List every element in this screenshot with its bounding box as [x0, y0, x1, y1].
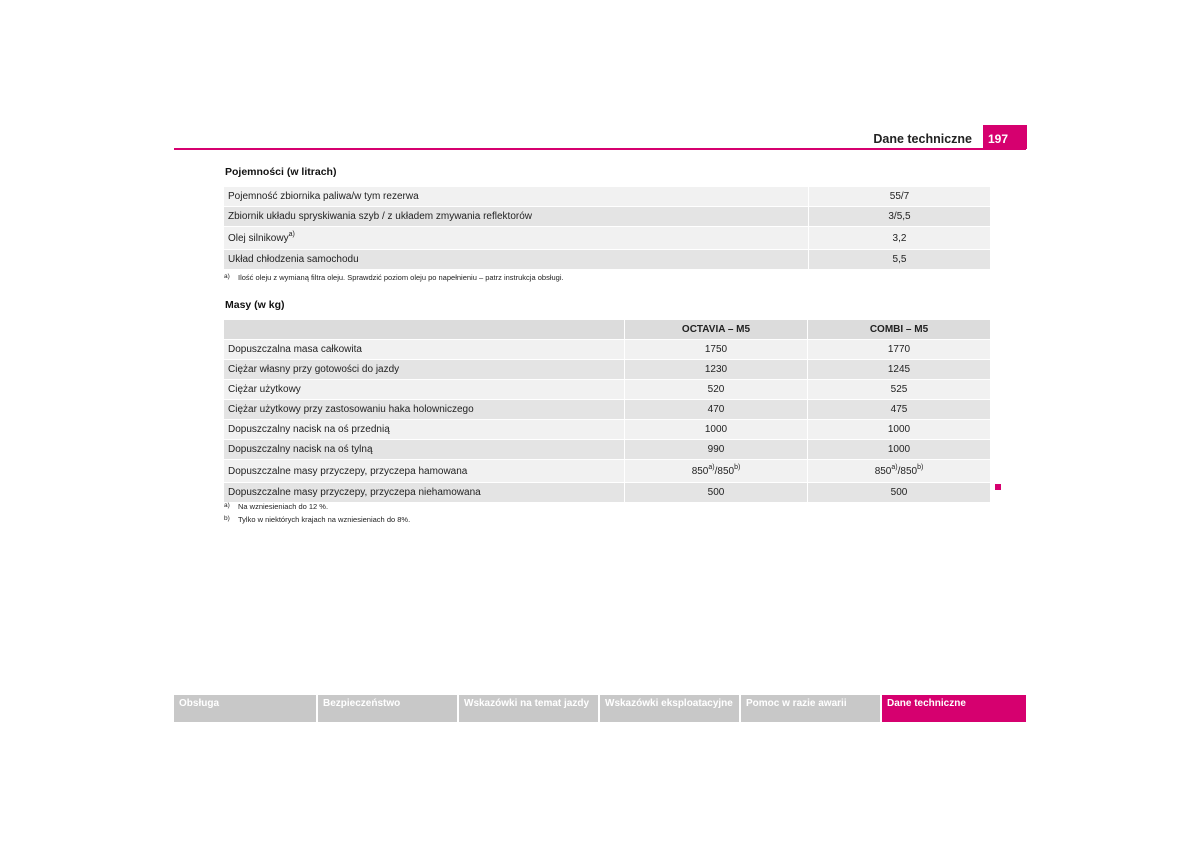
- row-label: Pojemność zbiornika paliwa/w tym rezerwa: [224, 187, 809, 207]
- row-value-combi: 475: [808, 400, 991, 420]
- row-value-combi: 1770: [808, 340, 991, 360]
- row-label: Zbiornik układu spryskiwania szyb / z układem zmywania reflektorów: [224, 207, 809, 227]
- row-value: 3/5,5: [809, 207, 991, 227]
- row-label: Dopuszczalne masy przyczepy, przyczepa hamowana: [224, 460, 625, 483]
- row-value: 55/7: [809, 187, 991, 207]
- capacities-table: [224, 187, 991, 270]
- masses-title: Masy (w kg): [225, 299, 285, 311]
- row-value-octavia: 1230: [625, 360, 808, 380]
- row-label: Ciężar użytkowy przy zastosowaniu haka holowniczego: [224, 400, 625, 420]
- row-value-octavia: 1750: [625, 340, 808, 360]
- row-value-octavia: 500: [625, 483, 808, 503]
- row-value-octavia: 850$^{a)}$/850$^{b)}$: [625, 460, 808, 483]
- table-row: [224, 483, 991, 503]
- row-value-combi: 500: [808, 483, 991, 503]
- footnote-ref: a): [288, 230, 295, 238]
- page-header-title: Dane techniczne: [873, 132, 972, 146]
- nav-tab-dane-techniczne[interactable]: Dane techniczne: [882, 695, 1026, 722]
- row-value: 3,2: [809, 227, 991, 250]
- nav-tab-pomoc[interactable]: Pomoc w razie awarii: [741, 695, 880, 722]
- nav-tab-obsluga[interactable]: Obsługa: [174, 695, 316, 722]
- row-label: Ciężar użytkowy: [224, 380, 625, 400]
- table-row: [224, 420, 991, 440]
- table-row: [224, 207, 991, 227]
- page-number: 197: [983, 125, 1027, 149]
- nav-tab-wskazowki-eksploatacyjne[interactable]: Wskazówki eksploatacyjne: [600, 695, 739, 722]
- masses-table: [224, 320, 991, 503]
- nav-tab-bezpieczenstwo[interactable]: Bezpieczeństwo: [318, 695, 457, 722]
- table-row: [224, 400, 991, 420]
- masses-footnote-a: a) Na wzniesieniach do 12 %.: [224, 502, 329, 511]
- row-value-combi: 525: [808, 380, 991, 400]
- row-value-octavia: 520: [625, 380, 808, 400]
- row-label: Dopuszczalne masy przyczepy, przyczepa niehamowana: [224, 483, 625, 503]
- row-label: Dopuszczalny nacisk na oś przednią: [224, 420, 625, 440]
- capacities-title: Pojemności (w litrach): [225, 166, 337, 178]
- table-row: [224, 360, 991, 380]
- row-value: 5,5: [809, 250, 991, 270]
- capacities-footnote: a) Ilość oleju z wymianą filtra oleju. Sprawdzić poziom oleju po napełnieniu – patrz instrukcja obsługi.: [224, 273, 564, 282]
- table-row: [224, 227, 991, 250]
- row-label: Dopuszczalny nacisk na oś tylną: [224, 440, 625, 460]
- row-label: Olej silnikowy$^{a)}$: [224, 227, 809, 250]
- table-row: [224, 380, 991, 400]
- header-divider: [174, 148, 1026, 150]
- table-row: [224, 460, 991, 483]
- col-header-combi: COMBI – M5: [808, 320, 991, 340]
- table-row: [224, 440, 991, 460]
- chapter-nav: [174, 695, 1026, 722]
- row-value-combi: 850$^{a)}$/850$^{b)}$: [808, 460, 991, 483]
- row-value-combi: 1000: [808, 420, 991, 440]
- row-value-octavia: 990: [625, 440, 808, 460]
- row-value-octavia: 470: [625, 400, 808, 420]
- masses-footnote-b: b) Tylko w niektórych krajach na wzniesieniach do 8%.: [224, 515, 411, 524]
- row-label: Układ chłodzenia samochodu: [224, 250, 809, 270]
- table-row: [224, 340, 991, 360]
- header-empty-cell: [224, 320, 625, 340]
- row-value-octavia: 1000: [625, 420, 808, 440]
- row-value-combi: 1245: [808, 360, 991, 380]
- table-header-row: [224, 320, 991, 340]
- nav-tab-wskazowki-jazdy[interactable]: Wskazówki na temat jazdy: [459, 695, 598, 722]
- row-label: Dopuszczalna masa całkowita: [224, 340, 625, 360]
- section-end-marker: [995, 484, 1001, 490]
- table-row: [224, 187, 991, 207]
- row-label: Ciężar własny przy gotowości do jazdy: [224, 360, 625, 380]
- row-value-combi: 1000: [808, 440, 991, 460]
- table-row: [224, 250, 991, 270]
- col-header-octavia: OCTAVIA – M5: [625, 320, 808, 340]
